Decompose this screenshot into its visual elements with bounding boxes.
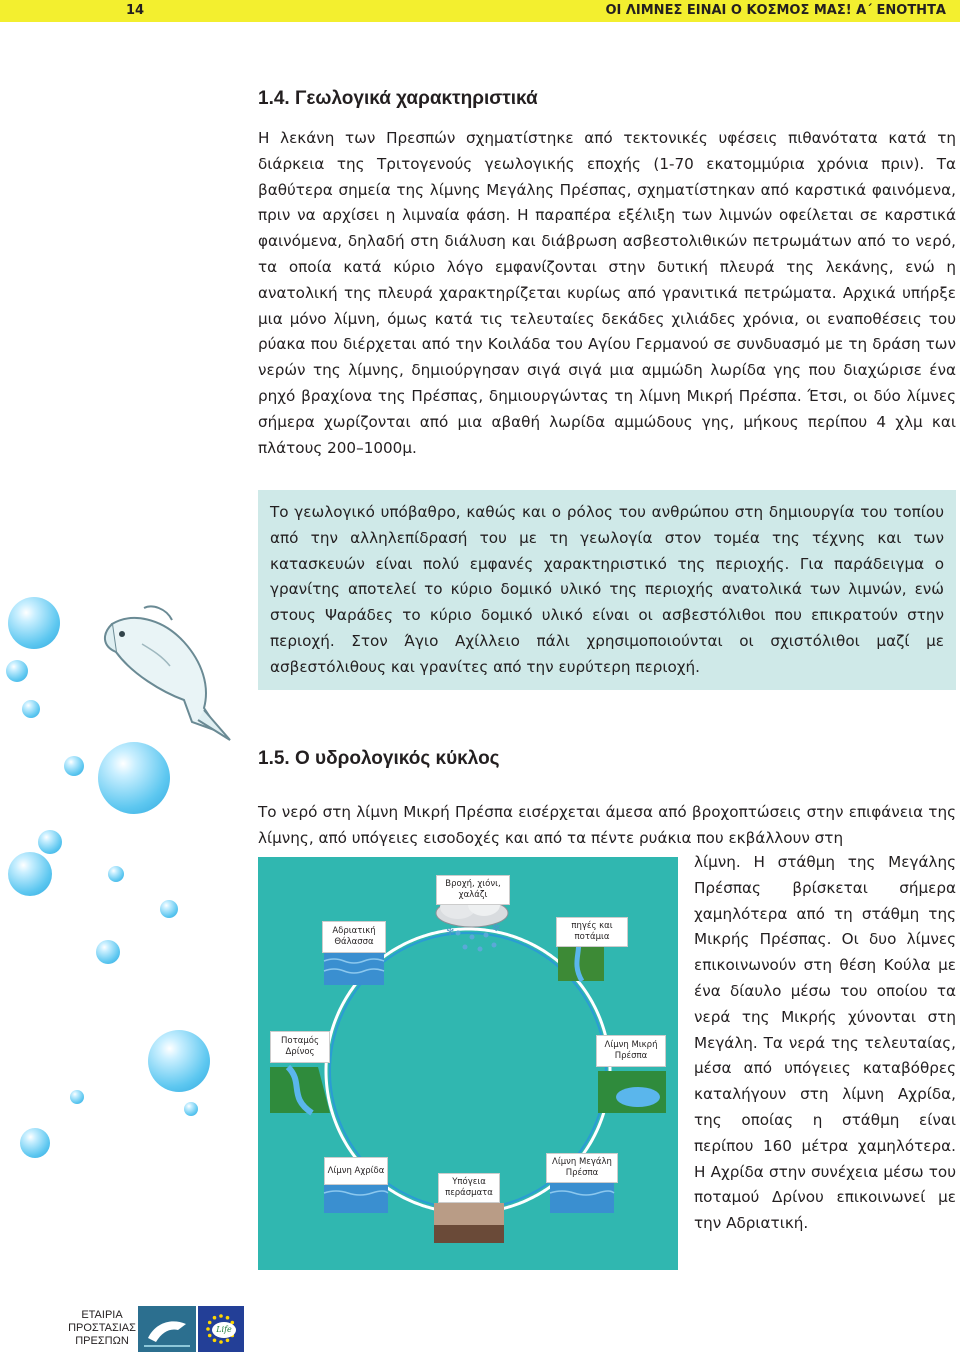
fish-illustration (92, 604, 240, 742)
bubble (148, 1030, 210, 1092)
achrida-icon (324, 1185, 388, 1213)
geology-paragraph: Η λεκάνη των Πρεσπών σχηματίστηκε από τεκτονικές υφέσεις πιθανότατα κατά τη διάρκεια της Τριτογενούς γεωλογικής εποχής (1-70 εκατομμύρια χρόνια πριν). Τα βαθύτερα σημεία της λίμνης Μεγάλης Πρέσπας, σχηματίστηκαν από καρστικά φαινόμενα, πριν να αρχίσει η λιμναία φάση. Η παραπέρα εξέλιξη των λιμνών οφείλεται σε καρστικά φαινόμενα, δηλαδή στη διάλυση και διάβρωση ασβεστολιθικών πετρωμάτων από το νερό, τα οποία κατά κύριο λόγο εμφανίζονται στην δυτική πλευρά της λεκάνης, ενώ η ανατολική της πλευρά χαρακτηρίζεται κυρίως από γρανιτικά πετρώματα. Αρχικά υπήρξε μια μόνο λίμνη, όμως κατά τις τελευταίες δεκάδες χιλιάδες χρόνια, οι εναποθέσεις του ρύακα που διέρχεται από την Κοιλάδα του Αγίου Γερμανού σε συνδυασμό με τη δράση των νερών της λίμνης, δημιούργησαν σιγά σιγά μια αμμώδη λωρίδα γης που διαχώρισε ένα ρηχό βραχίονα της Πρέσπας, δημιουργώντας τη λίμνη Μικρή Πρέσπα. Έτσι, οι δύο λίμνες σήμερα χωρίζονται από μια αβαθή λωρίδα αμμώδους γης, μήκους περίπου 4 χλμ και πλάτους 200–1000μ. (258, 129, 956, 457)
label-underground: Υπόγεια περάσματα (438, 1173, 500, 1203)
bubble (8, 852, 52, 896)
label-adriatic: Αδριατική Θάλασσα (322, 921, 386, 953)
org-line-3: ΠΡΕΣΠΩΝ (75, 1335, 129, 1347)
org-name (68, 1309, 136, 1348)
section-title-hydrology: 1.5. Ο υδρολογικός κύκλος (258, 748, 500, 769)
bubble (70, 1090, 84, 1104)
label-rain: Βροχή, χιόνι, χαλάζι (436, 875, 510, 905)
bubble (184, 1102, 198, 1116)
bubble (6, 660, 28, 682)
bubble (160, 900, 178, 918)
label-streams: πηγές και ποτάμια (556, 917, 628, 947)
underground-passages-icon (434, 1203, 504, 1243)
hydrology-paragraph-top: Το νερό στη λίμνη Μικρή Πρέσπα εισέρχεται άμεσα από βροχοπτώσεις στην επιφάνεια της λίμνης, από υπόγειες εισοδοχές και από τα πέντε ρυάκια που εκβάλλουν στη (258, 803, 956, 847)
org-line-2: ΠΡΟΣΤΑΣΙΑΣ (68, 1322, 136, 1334)
page-header (0, 0, 960, 22)
label-mikri-prespa: Λίμνη Μικρή Πρέσπα (596, 1035, 666, 1067)
hydrology-paragraph-side: λίμνη. Η στάθμη της Μεγάλης Πρέσπας βρίσκεται σήμερα χαμηλότερα από τη στάθμη της Μικρής Πρέσπας. Οι δυο λίμνες επικοινωνούν στη θέση Κούλα με ένα δίαυλο μέσω του οποίου τα νερά της Μικρής χύνονται στη Μεγάλη. Τα νερά της τελευταίας, μέσα από υπόγειες καταβόθρες καταλήγουν στη λίμνη Αχρίδα, της οποίας η στάθμη είναι περίπου 160 μέτρα χαμηλότερα. Η Αχρίδα στην συνέχεια μέσω του ποταμού Δρίνου επικοινωνεί με την Αδριατική. (694, 853, 956, 1233)
info-box (258, 490, 956, 690)
bubble (22, 700, 40, 718)
org-line-1: ΕΤΑΙΡΙΑ (81, 1309, 123, 1321)
drinos-river-icon (270, 1067, 330, 1113)
hydrological-cycle-diagram (258, 857, 678, 1270)
bubble (20, 1128, 50, 1158)
bubble (8, 597, 60, 649)
megali-prespa-icon (550, 1183, 614, 1213)
running-title: ΟΙ ΛΙΜΝΕΣ ΕΙΝΑΙ Ο ΚΟΣΜΟΣ ΜΑΣ! Α΄ ΕΝΟΤΗΤΑ (605, 3, 946, 18)
bubble (98, 742, 170, 814)
life-logo (212, 1322, 236, 1338)
life-logo-text: Life (216, 1325, 232, 1334)
bubble (64, 756, 84, 776)
svg-text:✻: ✻ (446, 927, 455, 938)
bubble (108, 866, 124, 882)
mikri-prespa-icon (598, 1071, 666, 1113)
bubble (38, 830, 62, 854)
spp-pelican-logo (138, 1306, 196, 1352)
bubble (96, 940, 120, 964)
info-box-text: Το γεωλογικό υπόβαθρο, καθώς και ο ρόλος του ανθρώπου στη δημιουργία του τοπίου από την αλληλεπίδρασή του με τη γεωλογία στον τομέα της τέχνης και των κατασκευών είναι πολύ εμφανές χαρακτηριστικό της περιοχής. Για παράδειγμα ο γρανίτης αποτελεί το κύριο δομικό υλικό της περιοχής ανατολικά των λιμνών, ενώ στους Ψαράδες το κύριο δομικό υλικό είναι οι ασβεστόλιθοι που επικρατούν στην περιοχή. Στον Άγιο Αχίλλειο πάλι χρησιμοποιούνται οι σχιστόλιθοι μαζί με ασβεστόλιθους και γρανίτες από την ευρύτερη περιοχή. (270, 503, 944, 676)
label-drinos: Ποταμός Δρίνος (270, 1031, 330, 1063)
page-number: 14 (126, 3, 145, 18)
label-achrida: Λίμνη Αχρίδα (324, 1157, 388, 1185)
section-title-geology: 1.4. Γεωλογικά χαρακτηριστικά (258, 88, 538, 109)
svg-text:✻: ✻ (492, 923, 501, 934)
label-megali-prespa: Λίμνη Μεγάλη Πρέσπα (546, 1153, 618, 1183)
adriatic-sea-icon (324, 953, 384, 985)
